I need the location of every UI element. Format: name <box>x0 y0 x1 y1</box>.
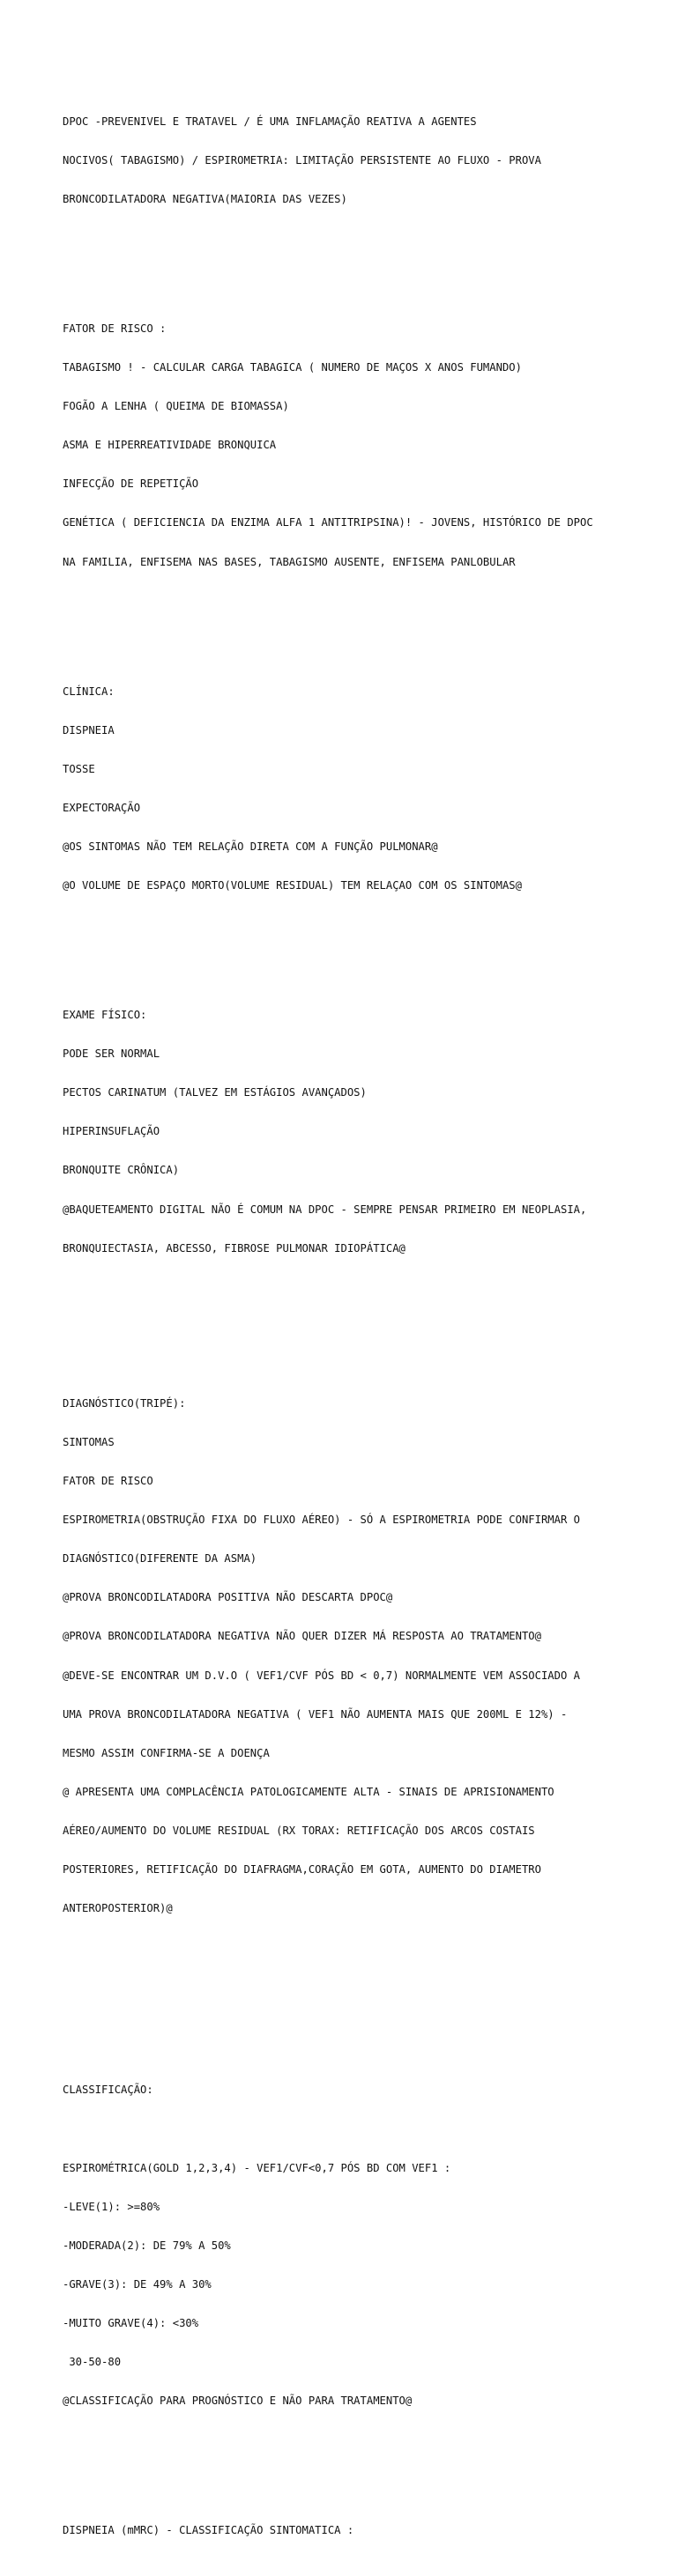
text-line: ESPIROMETRIA(OBSTRUÇÃO FIXA DO FLUXO AÉREO) - SÓ A ESPIROMETRIA PODE CONFIRMAR O <box>63 1514 580 1527</box>
text-line: TOSSE <box>63 762 95 775</box>
text-line: TABAGISMO ! - CALCULAR CARGA TABAGICA ( NUMERO DE MAÇOS X ANOS FUMANDO) <box>63 361 522 374</box>
text-line: EXPECTORAÇÃO <box>63 801 141 814</box>
text-line: FATOR DE RISCO <box>63 1475 153 1488</box>
text-line: DPOC -PREVENIVEL E TRATAVEL / É UMA INFLAMAÇÃO REATIVA A AGENTES <box>63 115 477 128</box>
section-heading: DISPNEIA (mMRC) - CLASSIFICAÇÃO SINTOMATICA : <box>63 2524 354 2537</box>
text-line: @OS SINTOMAS NÃO TEM RELAÇÃO DIRETA COM A FUNÇÃO PULMONAR@ <box>63 840 438 853</box>
text-line: SINTOMAS <box>63 1436 115 1448</box>
clinical-section <box>63 659 662 918</box>
text-line: BRONQUITE CRÔNICA) <box>63 1164 180 1177</box>
text-line: ESPIROMÉTRICA(GOLD 1,2,3,4) - VEF1/CVF<0,7 PÓS BD COM VEF1 : <box>63 2161 451 2174</box>
section-heading: CLASSIFICAÇÃO: <box>63 2084 153 2097</box>
text-line: NA FAMILIA, ENFISEMA NAS BASES, TABAGISMO AUSENTE, ENFISEMA PANLOBULAR <box>63 555 516 568</box>
section-heading: DIAGNÓSTICO(TRIPÉ): <box>63 1396 186 1410</box>
text-line: -MODERADA(2): DE 79% A 50% <box>63 2239 231 2252</box>
document-page <box>63 63 662 2576</box>
section-heading: CLÍNICA: <box>63 685 115 698</box>
diagnosis-section <box>63 1372 662 1942</box>
text-line: -MUITO GRAVE(4): <30% <box>63 2317 199 2329</box>
text-line: POSTERIORES, RETIFICAÇÃO DO DIAFRAGMA,CORAÇÃO EM GOTA, AUMENTO DO DIAMETRO <box>63 1863 541 1876</box>
text-line: AÉREO/AUMENTO DO VOLUME RESIDUAL (RX TORAX: RETIFICAÇÃO DOS ARCOS COSTAIS <box>63 1824 535 1837</box>
text-line: NOCIVOS( TABAGISMO) / ESPIROMETRIA: LIMITAÇÃO PERSISTENTE AO FLUXO - PROVA <box>63 153 541 167</box>
text-line: ASMA E HIPERREATIVIDADE BRONQUICA <box>63 439 277 452</box>
blank-line <box>63 2123 662 2136</box>
text-line: @O VOLUME DE ESPAÇO MORTO(VOLUME RESIDUAL) TEM RELAÇAO COM OS SINTOMAS@ <box>63 879 522 892</box>
text-line: -GRAVE(3): DE 49% A 30% <box>63 2277 212 2291</box>
text-line: INFECÇÃO DE REPETIÇÃO <box>63 477 199 491</box>
text-line: 30-50-80 <box>63 2356 122 2369</box>
intro-section <box>63 89 662 232</box>
physical-exam-section <box>63 983 662 1281</box>
text-line: PODE SER NORMAL <box>63 1047 160 1061</box>
text-line: UMA PROVA BRONCODILATADORA NEGATIVA ( VEF1 NÃO AUMENTA MAIS QUE 200ML E 12%) - <box>63 1707 568 1721</box>
text-line: @BAQUETEAMENTO DIGITAL NÃO É COMUM NA DPOC - SEMPRE PENSAR PRIMEIRO EM NEOPLASIA, <box>63 1203 587 1216</box>
text-line: DIAGNÓSTICO(DIFERENTE DA ASMA) <box>63 1552 257 1566</box>
dyspnea-section <box>63 2498 662 2564</box>
text-line: PECTOS CARINATUM (TALVEZ EM ESTÁGIOS AVANÇADOS) <box>63 1086 367 1099</box>
text-line: -LEVE(1): >=80% <box>63 2200 160 2213</box>
text-line: @PROVA BRONCODILATADORA NEGATIVA NÃO QUER DIZER MÁ RESPOSTA AO TRATAMENTO@ <box>63 1630 541 1643</box>
text-line: BRONCODILATADORA NEGATIVA(MAIORIA DAS VEZES) <box>63 193 347 205</box>
text-line: HIPERINSUFLAÇÃO <box>63 1125 160 1138</box>
text-line: GENÉTICA ( DEFICIENCIA DA ENZIMA ALFA 1 ANTITRIPSINA)! - JOVENS, HISTÓRICO DE DPOC <box>63 516 593 529</box>
text-line: MESMO ASSIM CONFIRMA-SE A DOENÇA <box>63 1746 270 1759</box>
text-line: BRONQUIECTASIA, ABCESSO, FIBROSE PULMONAR IDIOPÁTICA@ <box>63 1241 405 1255</box>
risk-factor-section <box>63 297 662 595</box>
section-heading: FATOR DE RISCO : <box>63 322 167 335</box>
section-heading: EXAME FÍSICO: <box>63 1009 147 1022</box>
classification-section <box>63 2058 662 2433</box>
text-line: @DEVE-SE ENCONTRAR UM D.V.O ( VEF1/CVF PÓS BD < 0,7) NORMALMENTE VEM ASSOCIADO A <box>63 1669 580 1682</box>
text-line: @PROVA BRONCODILATADORA POSITIVA NÃO DESCARTA DPOC@ <box>63 1591 393 1604</box>
text-line: ANTEROPOSTERIOR)@ <box>63 1902 173 1915</box>
text-line: DISPNEIA <box>63 723 115 737</box>
text-line: FOGÃO A LENHA ( QUEIMA DE BIOMASSA) <box>63 400 289 413</box>
text-line: @ APRESENTA UMA COMPLACÊNCIA PATOLOGICAMENTE ALTA - SINAIS DE APRISIONAMENTO <box>63 1785 554 1798</box>
text-line: @CLASSIFICAÇÃO PARA PROGNÓSTICO E NÃO PARA TRATAMENTO@ <box>63 2395 413 2408</box>
